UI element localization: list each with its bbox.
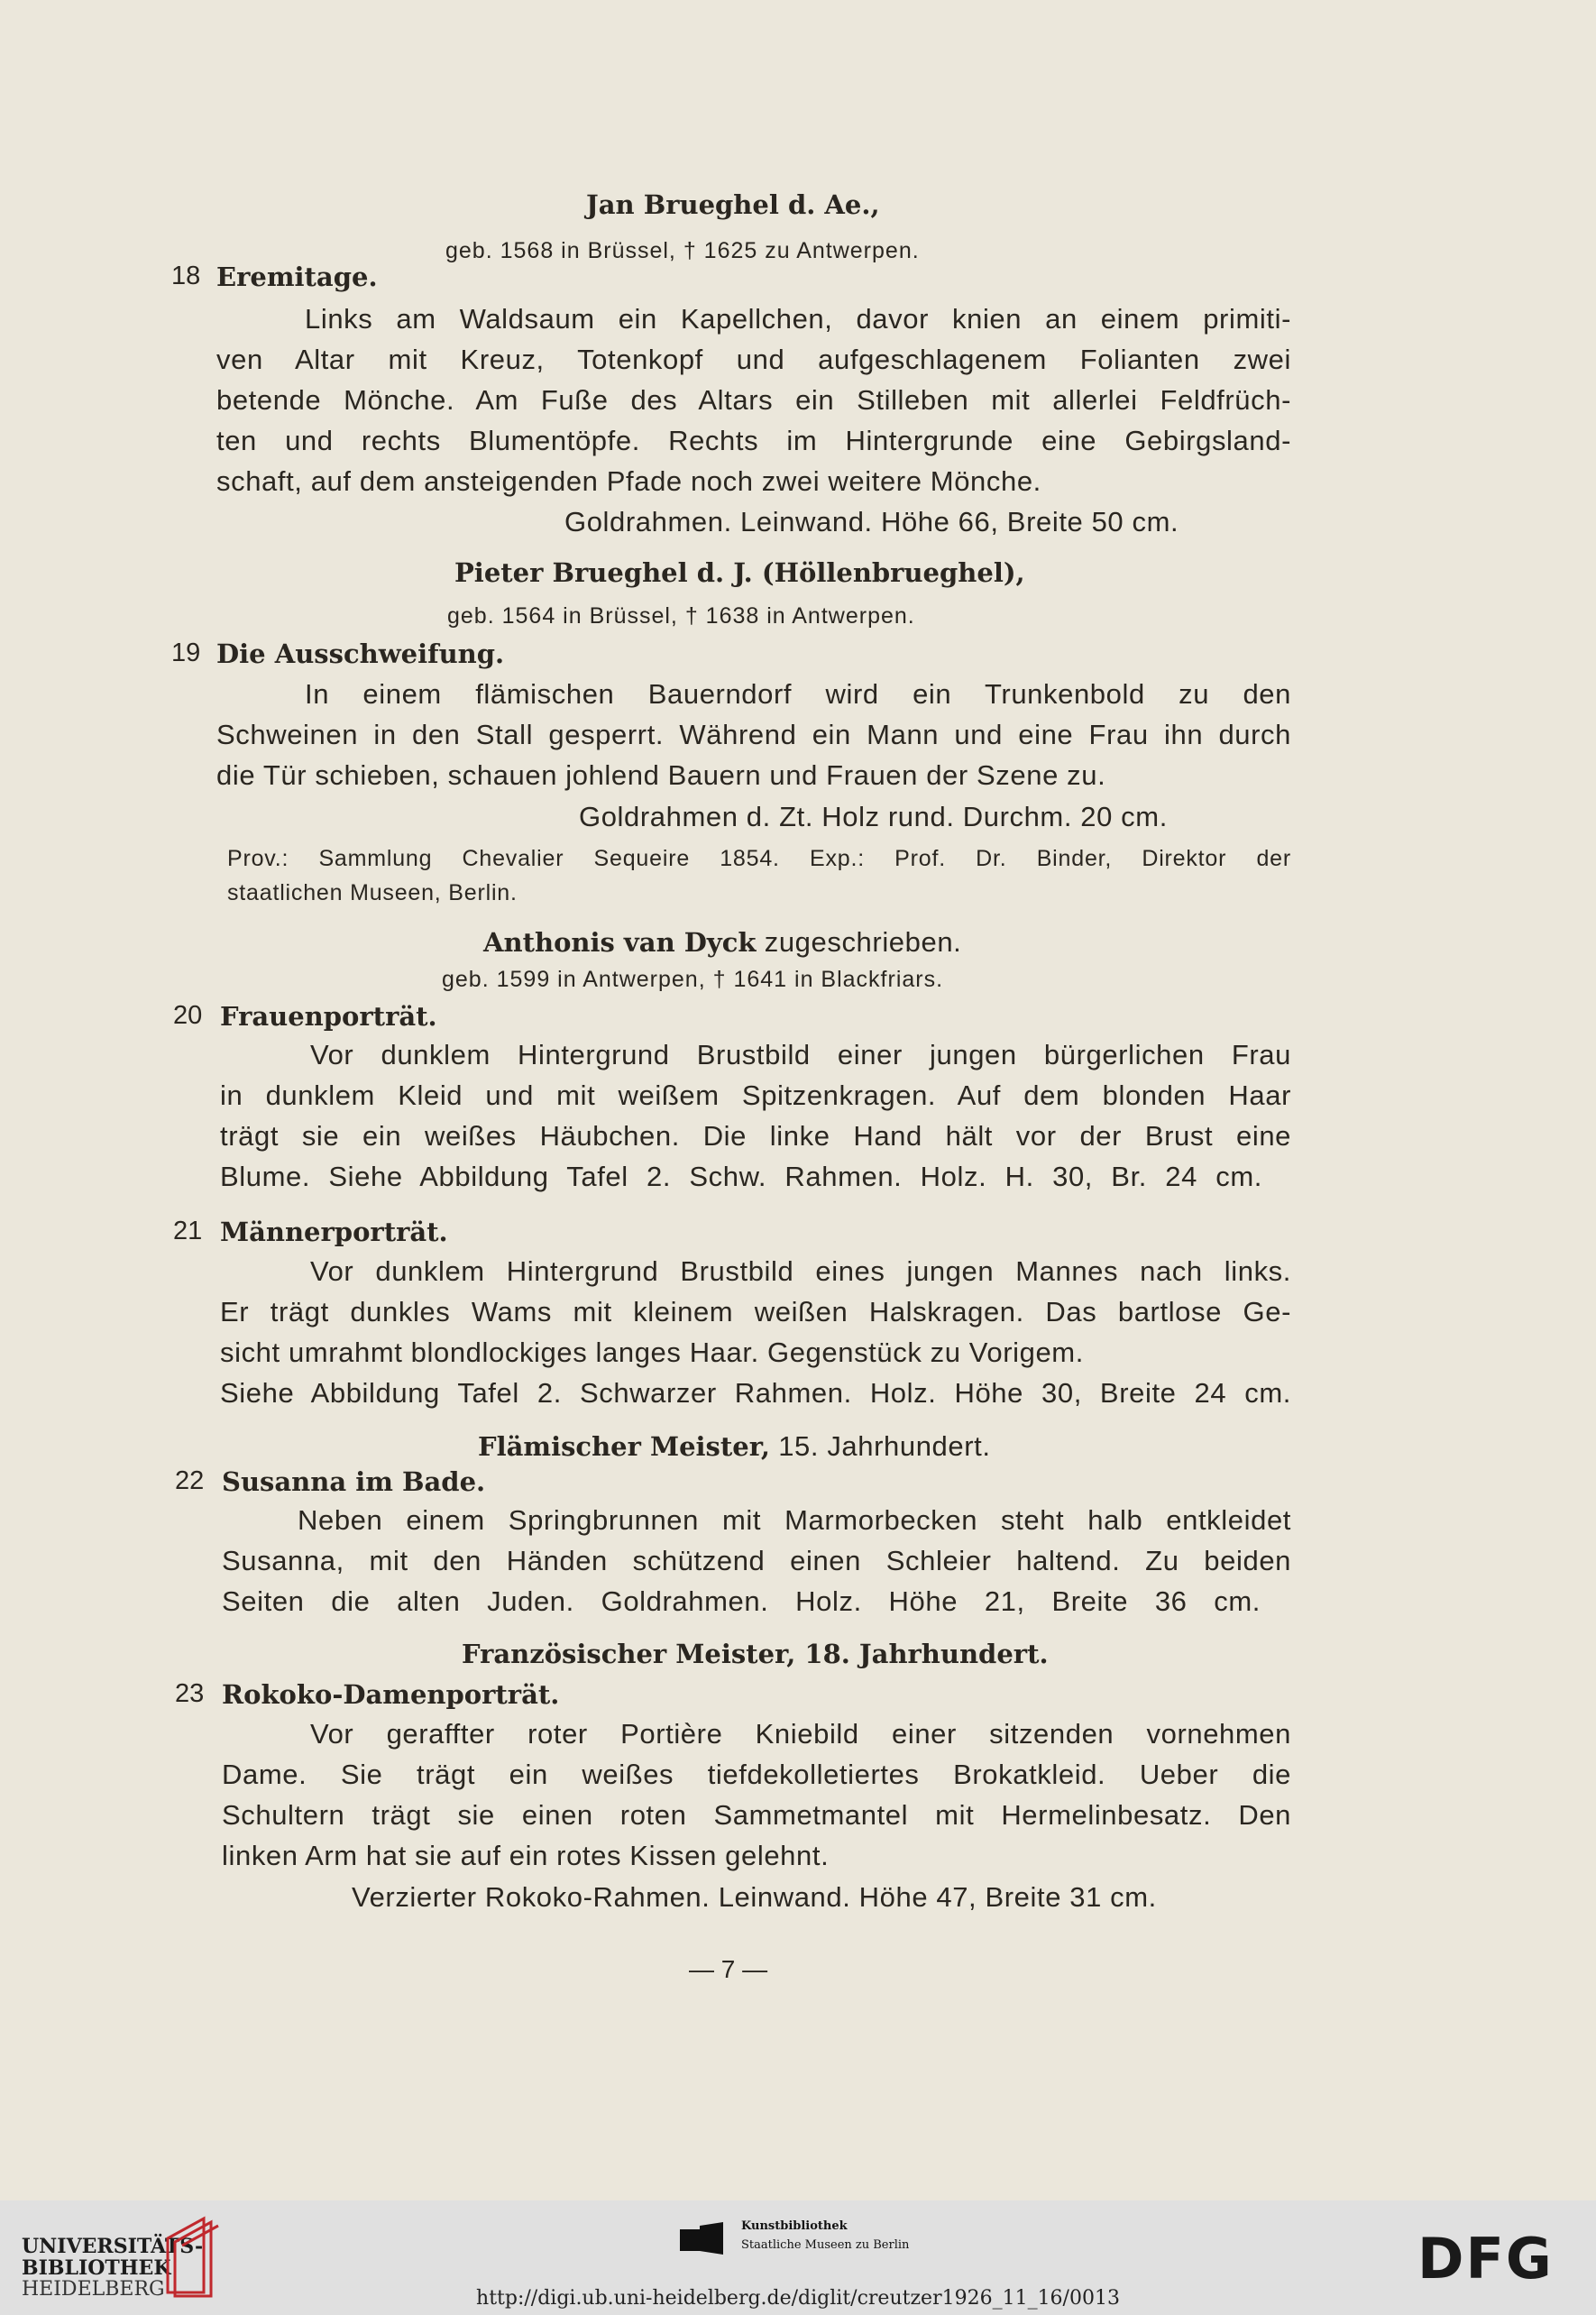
entry-text-line: Seiten die alten Juden. Goldrahmen. Holz. Höhe 21, Breite 36 cm. (222, 1585, 1261, 1617)
permalink-url[interactable]: http://digi.ub.uni-heidelberg.de/diglit/creutzer1926_11_16/0013 (476, 2287, 1120, 2310)
entry-title: Frauenporträt. (220, 1001, 437, 1032)
entry-title: Männerporträt. (220, 1217, 448, 1247)
entry-number: 23 (175, 1679, 205, 1708)
provenance-note: Prov.: Sammlung Chevalier Sequeire 1854. Exp.: Prof. Dr. Binder, Direktor der (227, 846, 1291, 871)
entry-text-line: Neben einem Springbrunnen mit Marmorbecken steht halb entkleidet (298, 1504, 1291, 1536)
artist-heading: Pieter Brueghel d. J. (Höllenbrueghel), (454, 557, 1025, 588)
entry-dimensions: Goldrahmen. Leinwand. Höhe 66, Breite 50 cm. (564, 506, 1179, 537)
entry-title: Die Ausschweifung. (216, 638, 505, 669)
artist-heading (483, 926, 961, 959)
entry-text-line: betende Mönche. Am Fuße des Altars ein Stilleben mit allerlei Feldfrüch- (216, 384, 1291, 416)
ub-logo-text-line1: UNIVERSITÄTS- (22, 2235, 204, 2258)
ub-logo-text-line3: HEIDELBERG (22, 2278, 165, 2301)
entry-title: Rokoko-Damenporträt. (222, 1679, 560, 1710)
kunstbibliothek-subtitle: Staatliche Museen zu Berlin (741, 2238, 910, 2252)
artist-heading: Jan Brueghel d. Ae., (586, 189, 880, 220)
entry-text-line: Schultern trägt sie einen roten Sammetmantel mit Hermelinbesatz. Den (222, 1799, 1291, 1831)
entry-text-line: trägt sie ein weißes Häubchen. Die linke Hand hält vor der Brust eine (220, 1120, 1291, 1152)
artist-heading: Französischer Meister, 18. Jahrhundert. (462, 1639, 1049, 1669)
entry-title: Susanna im Bade. (222, 1466, 486, 1497)
artist-period: 15. Jahrhundert. (770, 1430, 991, 1462)
entry-number: 22 (175, 1466, 205, 1495)
artist-life-dates: geb. 1564 in Brüssel, † 1638 in Antwerpen. (447, 603, 915, 629)
entry-number: 20 (173, 1001, 203, 1030)
entry-text-line: schaft, auf dem ansteigenden Pfade noch zwei weitere Mönche. (216, 465, 1041, 497)
entry-text-line: Susanna, mit den Händen schützend einen Schleier haltend. Zu beiden (222, 1545, 1291, 1576)
artist-life-dates: geb. 1568 in Brüssel, † 1625 zu Antwerpen. (445, 238, 920, 263)
ub-logo-text-line2: BIBLIOTHEK (22, 2256, 171, 2280)
entry-dimensions: Goldrahmen d. Zt. Holz rund. Durchm. 20 cm. (579, 801, 1168, 832)
entry-text-line: Schweinen in den Stall gesperrt. Während ein Mann und eine Frau ihn durch (216, 719, 1291, 750)
entry-number: 21 (173, 1217, 203, 1245)
entry-text-line: sicht umrahmt blondlockiges langes Haar. Gegenstück zu Vorigem. (220, 1337, 1084, 1368)
page-number: — 7 — (689, 1955, 768, 1983)
entry-dimensions: Verzierter Rokoko-Rahmen. Leinwand. Höhe 47, Breite 31 cm. (352, 1881, 1157, 1913)
artist-life-dates: geb. 1599 in Antwerpen, † 1641 in Blackfriars. (442, 967, 944, 992)
kunstbibliothek-logo-icon[interactable] (678, 2220, 730, 2256)
entry-number: 18 (171, 262, 201, 290)
entry-text-line: ten und rechts Blumentöpfe. Rechts im Hintergrunde eine Gebirgsland- (216, 425, 1291, 456)
entry-title: Eremitage. (216, 262, 378, 292)
entry-text-line: Dame. Sie trägt ein weißes tiefdekolletiertes Brokatkleid. Ueber die (222, 1759, 1291, 1790)
dfg-logo[interactable]: DFG (1417, 2226, 1554, 2292)
entry-text-line: in dunklem Kleid und mit weißem Spitzenkragen. Auf dem blonden Haar (220, 1079, 1291, 1111)
artist-heading (478, 1430, 991, 1463)
entry-text-line: Vor geraffter roter Portière Kniebild einer sitzenden vornehmen (310, 1718, 1291, 1750)
entry-text-line: linken Arm hat sie auf ein rotes Kissen gelehnt. (222, 1840, 830, 1871)
entry-text-line: die Tür schieben, schauen johlend Bauern und Frauen der Szene zu. (216, 759, 1106, 791)
entry-number: 19 (171, 638, 201, 667)
artist-name: Flämischer Meister, (478, 1431, 770, 1462)
artist-name: Anthonis van Dyck (483, 927, 757, 958)
entry-text-line: ven Altar mit Kreuz, Totenkopf und aufgeschlagenem Folianten zwei (216, 344, 1291, 375)
entry-text-line: Er trägt dunkles Wams mit kleinem weißen Halskragen. Das bartlose Ge- (220, 1296, 1291, 1327)
artist-attribution: zugeschrieben. (756, 926, 962, 958)
entry-text-line: Vor dunklem Hintergrund Brustbild einer jungen bürgerlichen Frau (310, 1039, 1291, 1070)
entry-text-line: Links am Waldsaum ein Kapellchen, davor knien an einem primiti- (305, 303, 1291, 335)
entry-text-line: Blume. Siehe Abbildung Tafel 2. Schw. Rahmen. Holz. H. 30, Br. 24 cm. (220, 1161, 1262, 1192)
provenance-note: staatlichen Museen, Berlin. (227, 880, 518, 905)
entry-text-line: In einem flämischen Bauerndorf wird ein Trunkenbold zu den (305, 678, 1291, 710)
entry-text-line: Vor dunklem Hintergrund Brustbild eines jungen Mannes nach links. (310, 1255, 1291, 1287)
entry-text-line: Siehe Abbildung Tafel 2. Schwarzer Rahmen. Holz. Höhe 30, Breite 24 cm. (220, 1377, 1291, 1409)
kunstbibliothek-name: Kunstbibliothek (741, 2219, 848, 2233)
